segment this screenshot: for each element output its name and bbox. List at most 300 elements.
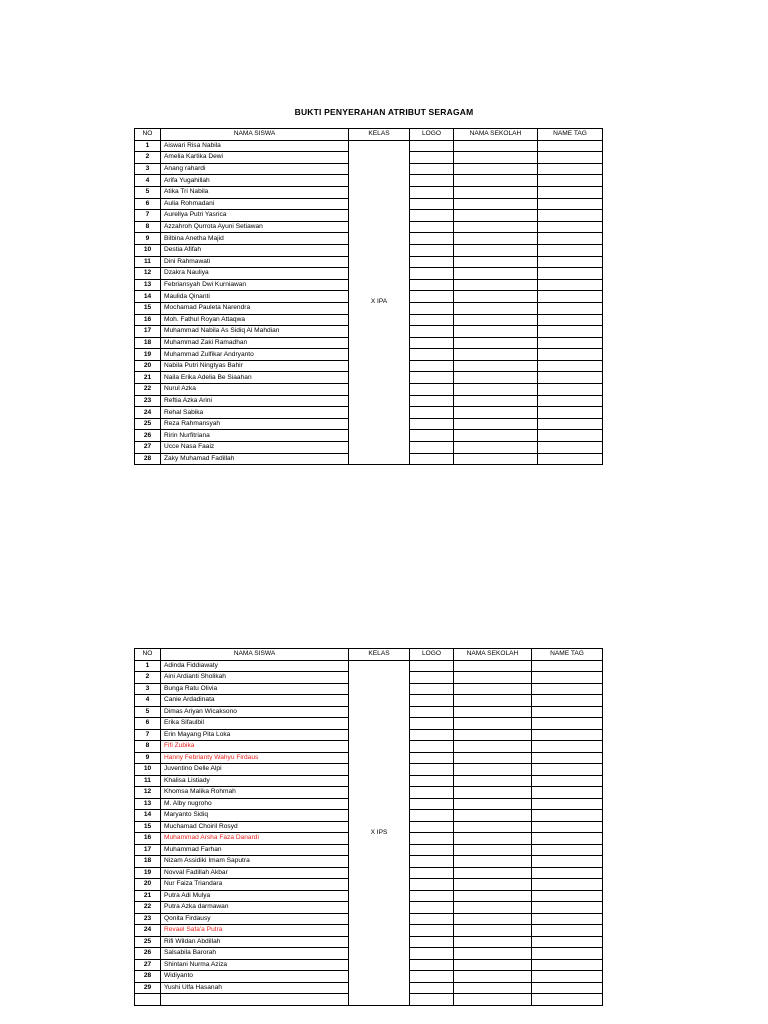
- school-name-cell: [454, 372, 538, 384]
- row-number: 19: [135, 349, 161, 361]
- school-name-cell: [454, 152, 538, 164]
- logo-cell: [410, 186, 454, 198]
- row-number: 10: [135, 244, 161, 256]
- header-name-tag: NAME TAG: [538, 129, 603, 141]
- header-nama-sekolah: NAMA SEKOLAH: [454, 129, 538, 141]
- logo-cell: [410, 729, 454, 741]
- school-name-cell: [454, 407, 538, 419]
- row-number: 1: [135, 140, 161, 152]
- student-name: Rehal Sabika: [161, 407, 349, 419]
- student-name: Ririn Nurfitriana: [161, 430, 349, 442]
- logo-cell: [410, 198, 454, 210]
- student-name: Qonita Firdausy: [161, 913, 349, 925]
- student-name: Revael Safa'a Putra: [161, 925, 349, 937]
- row-number: 7: [135, 210, 161, 222]
- attendance-table-ips: [134, 648, 603, 1006]
- student-name: Muhammad Zulfikar Andryanto: [161, 349, 349, 361]
- name-tag-cell: [532, 867, 603, 879]
- school-name-cell: [454, 326, 538, 338]
- row-number: 26: [135, 948, 161, 960]
- row-number: 28: [135, 453, 161, 465]
- school-name-cell: [454, 902, 532, 914]
- student-name: Novval Fadillah Akbar: [161, 867, 349, 879]
- school-name-cell: [454, 798, 532, 810]
- student-name: [161, 994, 349, 1006]
- school-name-cell: [454, 890, 532, 902]
- school-name-cell: [454, 198, 538, 210]
- row-number: 14: [135, 291, 161, 303]
- student-name: Adinda Fiddiawaty: [161, 660, 349, 672]
- row-number: 11: [135, 256, 161, 268]
- row-number: 8: [135, 221, 161, 233]
- name-tag-cell: [532, 902, 603, 914]
- row-number: 8: [135, 741, 161, 753]
- row-number: 22: [135, 384, 161, 396]
- name-tag-cell: [532, 936, 603, 948]
- student-name: Juventino Delle Alpi: [161, 764, 349, 776]
- school-name-cell: [454, 948, 532, 960]
- school-name-cell: [454, 936, 532, 948]
- row-number: 16: [135, 314, 161, 326]
- row-number: 28: [135, 971, 161, 983]
- row-number: 15: [135, 821, 161, 833]
- table-row: [135, 140, 603, 152]
- student-name: Nizam Assidiki Imam Saputra: [161, 856, 349, 868]
- logo-cell: [410, 326, 454, 338]
- name-tag-cell: [538, 210, 603, 222]
- school-name-cell: [454, 442, 538, 454]
- logo-cell: [410, 994, 454, 1006]
- name-tag-cell: [538, 326, 603, 338]
- row-number: 13: [135, 798, 161, 810]
- student-name: Nur Faiza Triandara: [161, 879, 349, 891]
- name-tag-cell: [532, 729, 603, 741]
- logo-cell: [410, 349, 454, 361]
- student-name: Dini Rahmawati: [161, 256, 349, 268]
- name-tag-cell: [538, 256, 603, 268]
- row-number: 12: [135, 787, 161, 799]
- school-name-cell: [454, 879, 532, 891]
- logo-cell: [410, 867, 454, 879]
- row-number: 25: [135, 418, 161, 430]
- row-number: 4: [135, 695, 161, 707]
- logo-cell: [410, 695, 454, 707]
- row-number: 18: [135, 337, 161, 349]
- logo-cell: [410, 221, 454, 233]
- name-tag-cell: [532, 844, 603, 856]
- name-tag-cell: [538, 453, 603, 465]
- name-tag-cell: [532, 810, 603, 822]
- school-name-cell: [454, 672, 532, 684]
- name-tag-cell: [538, 186, 603, 198]
- student-name: Zaky Muhamad Fadillah: [161, 453, 349, 465]
- name-tag-cell: [538, 349, 603, 361]
- school-name-cell: [454, 291, 538, 303]
- student-name: Erika Sifaulbil: [161, 718, 349, 730]
- row-number: 20: [135, 360, 161, 372]
- name-tag-cell: [538, 302, 603, 314]
- school-name-cell: [454, 186, 538, 198]
- header-no: NO: [135, 129, 161, 141]
- logo-cell: [410, 175, 454, 187]
- student-name: Widiyanto: [161, 971, 349, 983]
- logo-cell: [410, 314, 454, 326]
- name-tag-cell: [538, 407, 603, 419]
- student-name: Aiswari Risa Nabila: [161, 140, 349, 152]
- header-logo: LOGO: [410, 129, 454, 141]
- school-name-cell: [454, 360, 538, 372]
- row-number: 22: [135, 902, 161, 914]
- student-name: Muchamad Choiril Rosyd: [161, 821, 349, 833]
- student-name: M. Alby nugroho: [161, 798, 349, 810]
- name-tag-cell: [532, 706, 603, 718]
- logo-cell: [410, 706, 454, 718]
- row-number: 14: [135, 810, 161, 822]
- student-name: Reza Rahmansyah: [161, 418, 349, 430]
- row-number: 6: [135, 198, 161, 210]
- logo-cell: [410, 302, 454, 314]
- name-tag-cell: [532, 821, 603, 833]
- row-number: 24: [135, 407, 161, 419]
- student-name: Febriansyah Dwi Kurniawan: [161, 279, 349, 291]
- school-name-cell: [454, 787, 532, 799]
- logo-cell: [410, 879, 454, 891]
- logo-cell: [410, 337, 454, 349]
- logo-cell: [410, 959, 454, 971]
- school-name-cell: [454, 994, 532, 1006]
- name-tag-cell: [532, 890, 603, 902]
- name-tag-cell: [538, 291, 603, 303]
- student-name: Destia Afifah: [161, 244, 349, 256]
- table-header-row: [135, 129, 603, 141]
- school-name-cell: [454, 430, 538, 442]
- school-name-cell: [454, 279, 538, 291]
- student-name: Amelia Kartika Dewi: [161, 152, 349, 164]
- school-name-cell: [454, 913, 532, 925]
- name-tag-cell: [532, 982, 603, 994]
- table-row: [135, 660, 603, 672]
- name-tag-cell: [532, 775, 603, 787]
- name-tag-cell: [538, 140, 603, 152]
- name-tag-cell: [532, 913, 603, 925]
- header-nama-siswa: NAMA SISWA: [161, 129, 349, 141]
- student-name: Ucce Nasa Faaiz: [161, 442, 349, 454]
- logo-cell: [410, 798, 454, 810]
- class-cell: X IPA: [349, 140, 410, 465]
- name-tag-cell: [538, 268, 603, 280]
- row-number: 12: [135, 268, 161, 280]
- student-name: Muhammad Zaki Ramadhan: [161, 337, 349, 349]
- school-name-cell: [454, 660, 532, 672]
- student-name: Nabila Putri Ningtyas Bahir: [161, 360, 349, 372]
- school-name-cell: [454, 775, 532, 787]
- school-name-cell: [454, 695, 532, 707]
- name-tag-cell: [532, 994, 603, 1006]
- name-tag-cell: [532, 879, 603, 891]
- logo-cell: [410, 787, 454, 799]
- logo-cell: [410, 971, 454, 983]
- student-name: Putra Azka darmawan: [161, 902, 349, 914]
- row-number: 17: [135, 326, 161, 338]
- row-number: 24: [135, 925, 161, 937]
- logo-cell: [410, 775, 454, 787]
- header-logo: LOGO: [410, 649, 454, 661]
- school-name-cell: [454, 210, 538, 222]
- name-tag-cell: [538, 244, 603, 256]
- student-name: Hanny Febrianty Wahyu Firdaus: [161, 752, 349, 764]
- row-number: 15: [135, 302, 161, 314]
- school-name-cell: [454, 729, 532, 741]
- student-name: Khalisa Listiady: [161, 775, 349, 787]
- school-name-cell: [454, 175, 538, 187]
- student-name: Bunga Ratu Olivia: [161, 683, 349, 695]
- header-nama-siswa: NAMA SISWA: [161, 649, 349, 661]
- logo-cell: [410, 672, 454, 684]
- student-name: Maulida Qinanti: [161, 291, 349, 303]
- school-name-cell: [454, 233, 538, 245]
- row-number: 3: [135, 683, 161, 695]
- student-name: Yushi Ulfa Hasanah: [161, 982, 349, 994]
- name-tag-cell: [538, 198, 603, 210]
- name-tag-cell: [538, 175, 603, 187]
- school-name-cell: [454, 867, 532, 879]
- name-tag-cell: [532, 948, 603, 960]
- logo-cell: [410, 256, 454, 268]
- student-name: Rifi Wildan Abdillah: [161, 936, 349, 948]
- row-number: 5: [135, 706, 161, 718]
- school-name-cell: [454, 752, 532, 764]
- school-name-cell: [454, 764, 532, 776]
- student-name: Khomsa Malika Rohmah: [161, 787, 349, 799]
- name-tag-cell: [538, 233, 603, 245]
- logo-cell: [410, 233, 454, 245]
- row-number: 13: [135, 279, 161, 291]
- row-number: 4: [135, 175, 161, 187]
- school-name-cell: [454, 268, 538, 280]
- logo-cell: [410, 140, 454, 152]
- school-name-cell: [454, 302, 538, 314]
- row-number: 25: [135, 936, 161, 948]
- school-name-cell: [454, 925, 532, 937]
- school-name-cell: [454, 982, 532, 994]
- school-name-cell: [454, 706, 532, 718]
- name-tag-cell: [538, 337, 603, 349]
- row-number: 10: [135, 764, 161, 776]
- school-name-cell: [454, 337, 538, 349]
- row-number: 9: [135, 752, 161, 764]
- logo-cell: [410, 683, 454, 695]
- name-tag-cell: [532, 833, 603, 845]
- logo-cell: [410, 430, 454, 442]
- row-number: 6: [135, 718, 161, 730]
- school-name-cell: [454, 833, 532, 845]
- logo-cell: [410, 890, 454, 902]
- logo-cell: [410, 741, 454, 753]
- student-name: Dzakra Nauliya: [161, 268, 349, 280]
- header-no: NO: [135, 649, 161, 661]
- student-name: Bilbina Anetha Majid: [161, 233, 349, 245]
- row-number: 11: [135, 775, 161, 787]
- row-number: 19: [135, 867, 161, 879]
- header-kelas: KELAS: [349, 649, 410, 661]
- row-number: 16: [135, 833, 161, 845]
- name-tag-cell: [538, 384, 603, 396]
- name-tag-cell: [532, 971, 603, 983]
- logo-cell: [410, 718, 454, 730]
- school-name-cell: [454, 959, 532, 971]
- logo-cell: [410, 152, 454, 164]
- student-name: Atika Tri Nabila: [161, 186, 349, 198]
- logo-cell: [410, 925, 454, 937]
- name-tag-cell: [538, 372, 603, 384]
- logo-cell: [410, 384, 454, 396]
- student-name: Reftia Azka Arini: [161, 395, 349, 407]
- name-tag-cell: [532, 695, 603, 707]
- student-name: Aulia Rohmadani: [161, 198, 349, 210]
- row-number: 20: [135, 879, 161, 891]
- row-number: 9: [135, 233, 161, 245]
- school-name-cell: [454, 856, 532, 868]
- logo-cell: [410, 163, 454, 175]
- attendance-table-ipa: [134, 128, 603, 465]
- row-number: 29: [135, 982, 161, 994]
- row-number: 21: [135, 890, 161, 902]
- name-tag-cell: [532, 925, 603, 937]
- logo-cell: [410, 752, 454, 764]
- school-name-cell: [454, 221, 538, 233]
- logo-cell: [410, 442, 454, 454]
- logo-cell: [410, 833, 454, 845]
- logo-cell: [410, 268, 454, 280]
- header-kelas: KELAS: [349, 129, 410, 141]
- logo-cell: [410, 902, 454, 914]
- school-name-cell: [454, 314, 538, 326]
- student-name: Naila Erika Adelia Be Siaahan: [161, 372, 349, 384]
- name-tag-cell: [538, 314, 603, 326]
- row-number: 18: [135, 856, 161, 868]
- student-name: Mochamad Pauleta Narendra: [161, 302, 349, 314]
- student-name: Azzahroh Qurrota Ayuni Setiawan: [161, 221, 349, 233]
- logo-cell: [410, 821, 454, 833]
- logo-cell: [410, 291, 454, 303]
- class-cell: X IPS: [349, 660, 410, 1005]
- logo-cell: [410, 372, 454, 384]
- school-name-cell: [454, 244, 538, 256]
- header-name-tag: NAME TAG: [532, 649, 603, 661]
- logo-cell: [410, 982, 454, 994]
- logo-cell: [410, 856, 454, 868]
- row-number: 21: [135, 372, 161, 384]
- name-tag-cell: [532, 683, 603, 695]
- logo-cell: [410, 660, 454, 672]
- student-name: Dimas Ariyan Wicaksono: [161, 706, 349, 718]
- logo-cell: [410, 844, 454, 856]
- logo-cell: [410, 948, 454, 960]
- row-number: 27: [135, 959, 161, 971]
- school-name-cell: [454, 821, 532, 833]
- name-tag-cell: [532, 959, 603, 971]
- logo-cell: [410, 453, 454, 465]
- name-tag-cell: [538, 395, 603, 407]
- logo-cell: [410, 210, 454, 222]
- student-name: Moh. Fathul Royan Attaqwa: [161, 314, 349, 326]
- document-title: BUKTI PENYERAHAN ATRIBUT SERAGAM: [294, 107, 474, 117]
- student-name: Shintani Nurma Aziza: [161, 959, 349, 971]
- school-name-cell: [454, 256, 538, 268]
- school-name-cell: [454, 349, 538, 361]
- student-name: Aini Ardianti Sholikah: [161, 672, 349, 684]
- school-name-cell: [454, 718, 532, 730]
- table-header-row: [135, 649, 603, 661]
- name-tag-cell: [538, 163, 603, 175]
- name-tag-cell: [532, 764, 603, 776]
- row-number: 23: [135, 395, 161, 407]
- name-tag-cell: [538, 360, 603, 372]
- student-name: Erin Mayang Pita Loka: [161, 729, 349, 741]
- name-tag-cell: [532, 672, 603, 684]
- name-tag-cell: [532, 741, 603, 753]
- student-name: Aurellya Putri Yasrica: [161, 210, 349, 222]
- header-nama-sekolah: NAMA SEKOLAH: [454, 649, 532, 661]
- student-name: Arifa Yugahillah: [161, 175, 349, 187]
- row-number: 26: [135, 430, 161, 442]
- student-name: Fifi Zubika: [161, 741, 349, 753]
- logo-cell: [410, 407, 454, 419]
- row-number: 2: [135, 672, 161, 684]
- row-number: 2: [135, 152, 161, 164]
- school-name-cell: [454, 741, 532, 753]
- school-name-cell: [454, 971, 532, 983]
- school-name-cell: [454, 163, 538, 175]
- name-tag-cell: [532, 718, 603, 730]
- student-name: Nurul Azka: [161, 384, 349, 396]
- row-number: 27: [135, 442, 161, 454]
- logo-cell: [410, 360, 454, 372]
- school-name-cell: [454, 140, 538, 152]
- school-name-cell: [454, 418, 538, 430]
- logo-cell: [410, 936, 454, 948]
- student-name: Muhammad Nabila As Sidiq Al Mahdian: [161, 326, 349, 338]
- school-name-cell: [454, 395, 538, 407]
- logo-cell: [410, 913, 454, 925]
- name-tag-cell: [532, 787, 603, 799]
- school-name-cell: [454, 384, 538, 396]
- row-number: 23: [135, 913, 161, 925]
- name-tag-cell: [538, 152, 603, 164]
- student-name: Anang rahardi: [161, 163, 349, 175]
- school-name-cell: [454, 844, 532, 856]
- row-number: 3: [135, 163, 161, 175]
- school-name-cell: [454, 683, 532, 695]
- name-tag-cell: [538, 430, 603, 442]
- logo-cell: [410, 764, 454, 776]
- student-name: Muhammad Farhan: [161, 844, 349, 856]
- name-tag-cell: [532, 660, 603, 672]
- logo-cell: [410, 279, 454, 291]
- name-tag-cell: [538, 279, 603, 291]
- student-name: Putra Adi Mulya: [161, 890, 349, 902]
- row-number: 7: [135, 729, 161, 741]
- school-name-cell: [454, 810, 532, 822]
- row-number: 17: [135, 844, 161, 856]
- name-tag-cell: [532, 856, 603, 868]
- logo-cell: [410, 244, 454, 256]
- student-name: Maryanto Sidiq: [161, 810, 349, 822]
- logo-cell: [410, 418, 454, 430]
- student-name: Muhammad Arsha Faza Danardi: [161, 833, 349, 845]
- name-tag-cell: [538, 418, 603, 430]
- row-number: [135, 994, 161, 1006]
